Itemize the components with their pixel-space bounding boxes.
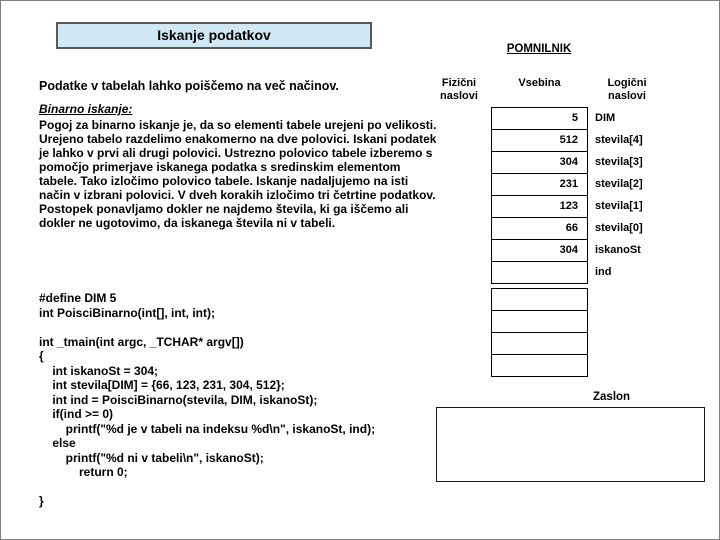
code-line: int PoisciBinarno(int[], int, int);	[39, 305, 215, 320]
code-line	[39, 480, 375, 495]
memory-cell	[491, 310, 588, 333]
memory-cell: 304	[491, 151, 588, 174]
code-line: #define DIM 5	[39, 291, 117, 305]
memory-cell	[491, 261, 588, 284]
code-line: return 0;	[39, 465, 128, 479]
memory-heading: POMNILNIK	[506, 43, 572, 55]
memory-cell-label: stevila[2]	[595, 178, 643, 190]
memory-cell-label: stevila[0]	[595, 222, 643, 234]
code-line: int stevila[DIM] = {66, 123, 231, 304, 512};	[39, 378, 285, 392]
screen-label: Zaslon	[593, 391, 631, 403]
memory-cell-label: stevila[4]	[595, 134, 643, 146]
memory-cell	[491, 288, 588, 311]
memory-cell-label: ind	[595, 266, 612, 278]
memory-cell: 231	[491, 173, 588, 196]
intro-text: Podatke v tabelah lahko poiščemo na več načinov.	[39, 79, 339, 93]
memory-cell-label: stevila[1]	[595, 200, 643, 212]
code-line: else	[39, 436, 76, 450]
screen-box	[436, 407, 705, 482]
memory-cell-labels	[595, 107, 643, 283]
code-line: if(ind >= 0)	[39, 407, 114, 421]
memory-cell	[491, 332, 588, 355]
column-header-physical-addresses: Fizični naslovi	[440, 77, 478, 102]
code-line: }	[39, 494, 44, 508]
page-title: Iskanje podatkov	[157, 27, 271, 43]
code-block	[39, 291, 375, 509]
memory-cells	[491, 107, 588, 377]
code-line: int _tmain(int argc, _TCHAR* argv[])	[39, 334, 244, 349]
memory-cell-label: iskanoSt	[595, 244, 641, 256]
binary-search-subheading: Binarno iskanje:	[39, 102, 133, 116]
description-paragraph: Pogoj za binarno iskanje je, da so elementi tabele urejeni po velikosti. Urejeno tabelo razdelimo enakomerno na dve polovici. Iskani podatek je lahko v prvi ali drugi polovici. Ustrezno polovico tabele izberemo s pomočjo primerjave iskanega podatka s sredinskim elementom tabele. Tako izločimo polovico tabele. Iskanje nadaljujemo na isti način v izbrani polovici. V dveh korakih izločimo tri četrtine podatkov. Postopek ponavljamo dokler ne najdemo števila, ki ga iščemo ali dokler ne ugotovimo, da iskanega števila ni v tabeli.	[39, 118, 437, 230]
code-line: int iskanoSt = 304;	[39, 363, 159, 378]
code-line: {	[39, 349, 44, 363]
memory-cell: 304	[491, 239, 588, 262]
code-line	[39, 320, 375, 335]
memory-cell	[491, 354, 588, 377]
column-header-logical-addresses: Logični naslovi	[607, 77, 647, 102]
code-line: printf("%d ni v tabeli\n", iskanoSt);	[39, 450, 264, 465]
memory-cell-label: stevila[3]	[595, 156, 643, 168]
memory-cell: 123	[491, 195, 588, 218]
title-box	[56, 22, 372, 49]
memory-cell-label: DIM	[595, 112, 616, 124]
code-line: printf("%d je v tabeli na indeksu %d\n", iskanoSt, ind);	[39, 421, 376, 436]
code-line: int ind = PoisciBinarno(stevila, DIM, iskanoSt);	[39, 392, 318, 407]
memory-cell: 66	[491, 217, 588, 240]
memory-cell: 5	[491, 107, 588, 130]
column-header-content: Vsebina	[518, 77, 561, 89]
memory-cell: 512	[491, 129, 588, 152]
